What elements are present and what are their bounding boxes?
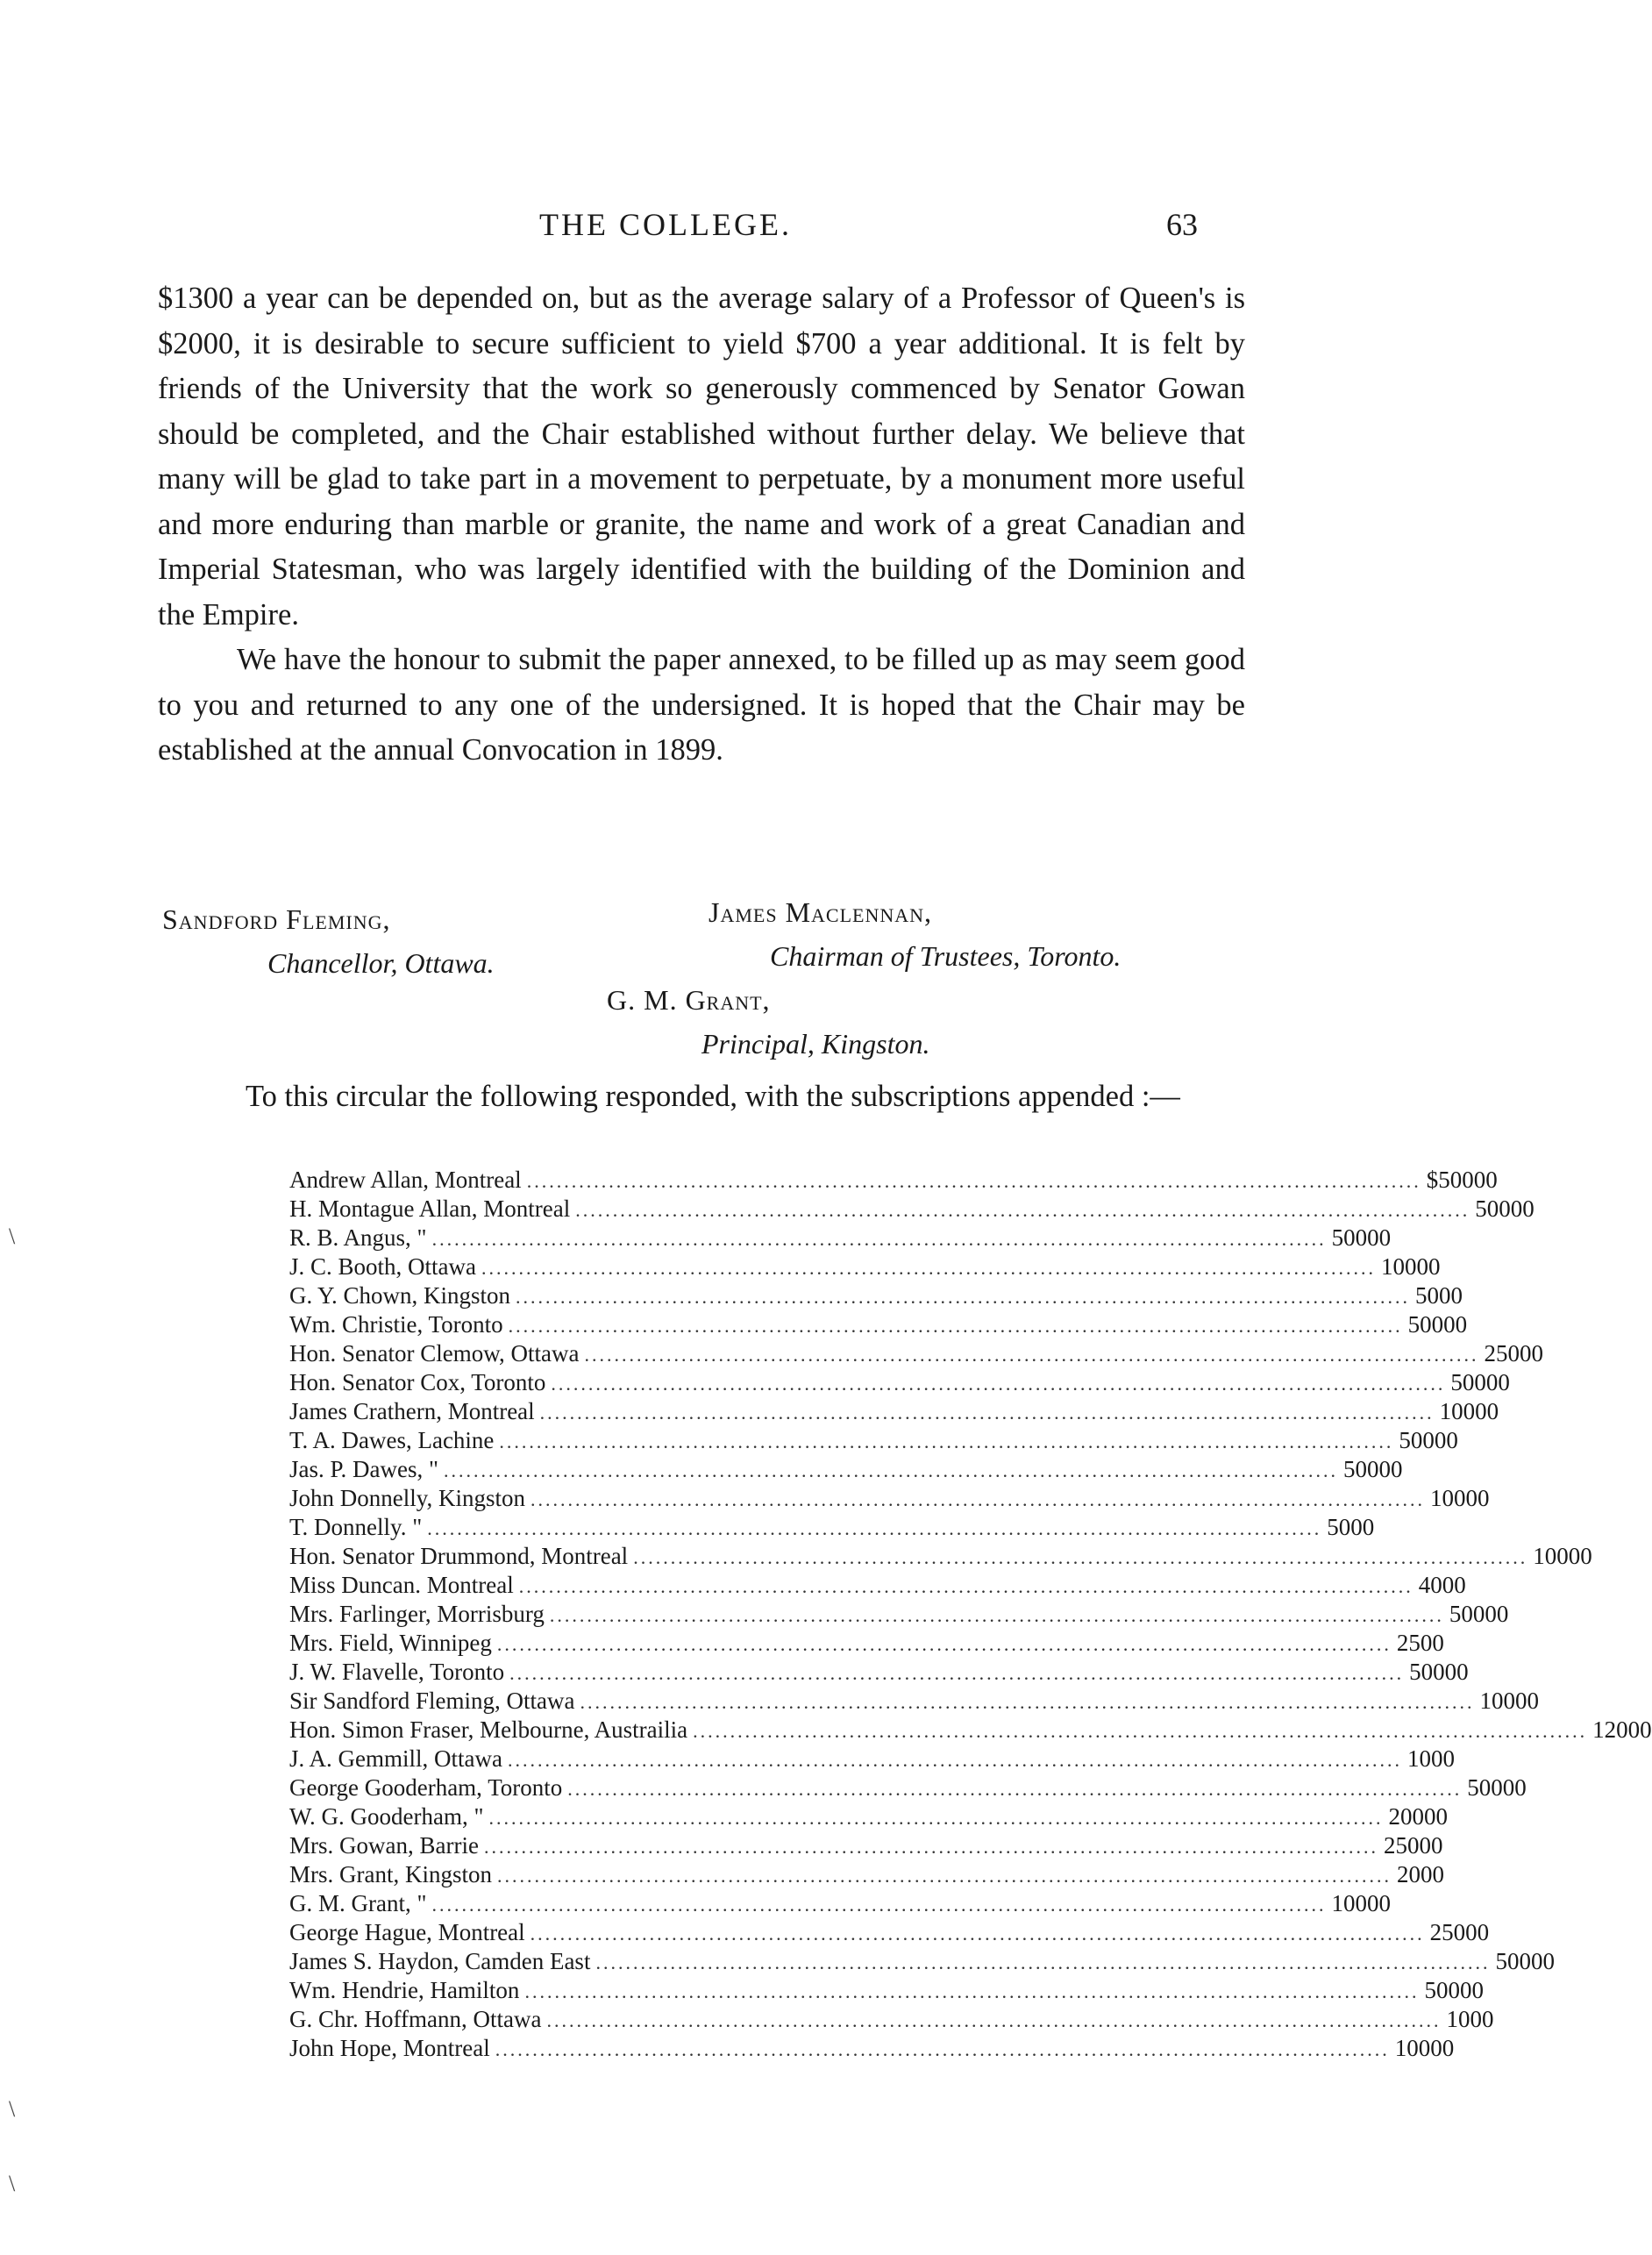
subscription-cents: 00 — [1473, 1167, 1498, 1193]
subscription-cents: 00 — [1627, 1716, 1652, 1743]
subscriber-name: Hon. Senator Drummond, Montreal — [289, 1543, 629, 1569]
subscription-amount: 500 — [1399, 1427, 1435, 1453]
subscription-cents: 00 — [1459, 1977, 1484, 2003]
signatory-name-maclennan: James Maclennan, — [709, 896, 933, 928]
margin-mark: \ — [9, 2171, 16, 2196]
leader-dots: ........................................................................................................................ — [507, 1749, 1402, 1771]
subscription-amount: 500 — [1438, 1167, 1474, 1193]
subscriber-name: Sir Sandford Fleming, Ottawa — [289, 1688, 575, 1714]
subscription-amount: 50 — [1327, 1514, 1351, 1540]
leader-dots: ........................................................................................................................ — [526, 1170, 1421, 1192]
leader-dots: ........................................................................................................................ — [497, 1865, 1392, 1887]
subscription-amount: 100 — [1331, 1890, 1368, 1916]
subscription-cents: 00 — [1420, 1630, 1444, 1656]
list-item — [289, 1427, 1458, 1456]
list-item — [289, 1601, 1509, 1630]
margin-mark: \ — [9, 1224, 16, 1249]
subscription-amount: 10 — [1446, 2006, 1470, 2032]
subscriber-name: T. Donnelly. " — [289, 1514, 423, 1540]
subscriber-name: R. B. Angus, " — [289, 1224, 427, 1251]
subscription-cents: 00 — [1465, 1919, 1490, 1945]
list-item — [289, 1890, 1392, 1919]
list-item — [289, 1311, 1468, 1340]
subscriber-name: J. C. Booth, Ottawa — [289, 1253, 476, 1280]
body-text — [158, 276, 1245, 774]
subscription-amount: 500 — [1343, 1456, 1379, 1482]
subscription-cents: 00 — [1568, 1543, 1592, 1569]
list-item — [289, 1803, 1448, 1832]
subscription-cents: 00 — [1439, 1282, 1463, 1309]
subscription-amount: 120 — [1592, 1716, 1628, 1743]
subscription-amount: 20 — [1397, 1861, 1421, 1887]
subscriber-name: Wm. Hendrie, Hamilton — [289, 1977, 520, 2003]
leader-dots: ........................................................................................................................ — [530, 1488, 1425, 1510]
subscription-cents: 00 — [1430, 2035, 1455, 2061]
leader-dots: ........................................................................................................................ — [567, 1778, 1463, 1800]
subscription-cents: 00 — [1434, 1427, 1458, 1453]
subscription-amount: 500 — [1450, 1369, 1486, 1395]
list-item — [289, 1948, 1555, 1977]
subscription-amount: 100 — [1394, 2035, 1431, 2061]
leader-dots: ........................................................................................................................ — [508, 1315, 1403, 1337]
subscriber-name: Hon. Senator Cox, Toronto — [289, 1369, 546, 1395]
subscriber-name: Hon. Simon Fraser, Melbourne, Austrailia — [289, 1716, 688, 1743]
list-item — [289, 1340, 1543, 1369]
subscription-cents: 00 — [1514, 1688, 1539, 1714]
subscription-amount: 500 — [1409, 1659, 1445, 1685]
leader-dots: ........................................................................................................................ — [546, 2009, 1442, 2031]
list-item — [289, 1774, 1527, 1803]
leader-dots: ........................................................................................................................ — [509, 1662, 1405, 1684]
list-item — [289, 1659, 1469, 1688]
signatory-title-fleming: Chancellor, Ottawa. — [267, 947, 495, 979]
list-item — [289, 1977, 1484, 2006]
list-item — [289, 1224, 1392, 1253]
leader-dots: ........................................................................................................................ — [516, 1286, 1411, 1308]
leader-dots: ........................................................................................................................ — [693, 1720, 1588, 1742]
subscription-amount: 250 — [1429, 1919, 1466, 1945]
list-item — [289, 2006, 1494, 2035]
subscription-amount: 250 — [1484, 1340, 1520, 1367]
subscriber-name: G. Chr. Hoffmann, Ottawa — [289, 2006, 542, 2032]
leader-dots: ........................................................................................................................ — [551, 1373, 1446, 1395]
leader-dots: ........................................................................................................................ — [499, 1431, 1394, 1452]
leader-dots: ........................................................................................................................ — [524, 1980, 1420, 2002]
leader-dots: ........................................................................................................................ — [481, 1257, 1376, 1279]
subscription-cents: 00 — [1510, 1195, 1535, 1222]
subscription-amount: 100 — [1533, 1543, 1569, 1569]
leader-dots: ........................................................................................................................ — [633, 1546, 1528, 1568]
leader-dots: ........................................................................................................................ — [431, 1894, 1327, 1916]
list-item — [289, 1253, 1441, 1282]
list-item — [289, 1630, 1444, 1659]
subscription-cents: 00 — [1485, 1601, 1509, 1627]
subscription-amount: 100 — [1381, 1253, 1417, 1280]
leader-dots: ........................................................................................................................ — [518, 1575, 1413, 1597]
leader-dots: ........................................................................................................................ — [575, 1199, 1470, 1221]
subscription-amount: 10 — [1406, 1745, 1431, 1772]
subscriber-name: Mrs. Farlinger, Morrisburg — [289, 1601, 545, 1627]
subscription-amount: 500 — [1424, 1977, 1460, 2003]
list-item — [289, 2035, 1455, 2064]
list-item — [289, 1195, 1535, 1224]
subscriber-name: G. Y. Chown, Kingston — [289, 1282, 511, 1309]
subscription-amount: 500 — [1449, 1601, 1485, 1627]
list-item — [289, 1572, 1466, 1601]
list-item — [289, 1167, 1498, 1195]
leader-dots: ........................................................................................................................ — [427, 1517, 1322, 1539]
subscription-cents: 00 — [1465, 1485, 1490, 1511]
subscription-list — [289, 1167, 1652, 2064]
leader-dots: ........................................................................................................................ — [539, 1402, 1435, 1424]
subscriber-name: James Crathern, Montreal — [289, 1398, 535, 1424]
subscription-amount: 200 — [1388, 1803, 1424, 1830]
subscription-amount: 500 — [1467, 1774, 1503, 1801]
list-item — [289, 1456, 1403, 1485]
subscription-cents: 00 — [1444, 1659, 1469, 1685]
subscription-amount: 100 — [1430, 1485, 1466, 1511]
subscriber-name: John Donnelly, Kingston — [289, 1485, 525, 1511]
subscription-cents: 00 — [1430, 1745, 1455, 1772]
subscription-cents: 00 — [1485, 1369, 1510, 1395]
list-item — [289, 1485, 1490, 1514]
running-title: THE COLLEGE. — [539, 207, 792, 242]
subscriber-name: Miss Duncan. Montreal — [289, 1572, 514, 1598]
list-item — [289, 1398, 1499, 1427]
subscription-cents: 00 — [1442, 1572, 1466, 1598]
subscriber-name: John Hope, Montreal — [289, 2035, 490, 2061]
intro-paragraph: To this circular the following responded, with the subscriptions appended :— — [246, 1080, 1180, 1113]
subscriber-name: George Hague, Montreal — [289, 1919, 525, 1945]
subscriber-name: T. A. Dawes, Lachine — [289, 1427, 495, 1453]
list-item — [289, 1745, 1455, 1774]
signatory-title-maclennan: Chairman of Trustees, Toronto. — [770, 940, 1122, 972]
subscription-cents: 00 — [1519, 1340, 1543, 1367]
signatory-name-grant: G. M. Grant, — [607, 984, 771, 1016]
list-item — [289, 1282, 1463, 1311]
subscriber-name: W. G. Gooderham, " — [289, 1803, 484, 1830]
leader-dots: ........................................................................................................................ — [495, 2038, 1390, 2060]
leader-dots: ........................................................................................................................ — [431, 1228, 1327, 1250]
subscription-cents: 00 — [1470, 2006, 1494, 2032]
paragraph-1: $1300 a year can be depended on, but as the average salary of a Professor of Queen's is $2000, it is desirable to secure sufficient to yield $700 a year additional. It is felt by friends of the University that the work so generously commenced by Senator Gowan should be completed, and the Chair established without further delay. We believe that many will be glad to take part in a movement to perpetuate, by a monument more useful and more enduring than marble or granite, the name and work of a great Canadian and Imperial Statesman, who was largely identified with the building of the Dominion and the Empire. — [158, 282, 1245, 632]
subscription-amount: 500 — [1407, 1311, 1444, 1338]
subscription-cents: 00 — [1419, 1832, 1443, 1859]
leader-dots: ........................................................................................................................ — [530, 1923, 1425, 1945]
subscriber-name: G. M. Grant, " — [289, 1890, 427, 1916]
running-head — [0, 206, 1466, 250]
leader-dots: ........................................................................................................................ — [488, 1807, 1384, 1829]
subscriber-name: J. A. Gemmill, Ottawa — [289, 1745, 502, 1772]
subscription-amount: 50 — [1415, 1282, 1440, 1309]
list-item — [289, 1832, 1443, 1861]
leader-dots: ........................................................................................................................ — [595, 1952, 1491, 1973]
leader-dots: ........................................................................................................................ — [584, 1344, 1479, 1366]
signatory-name-fleming: Sandford Fleming, — [162, 903, 391, 935]
subscription-amount: 40 — [1418, 1572, 1442, 1598]
subscription-cents: 00 — [1367, 1890, 1392, 1916]
subscription-cents: 00 — [1416, 1253, 1441, 1280]
subscription-amount: 500 — [1475, 1195, 1511, 1222]
subscription-amount: 500 — [1331, 1224, 1368, 1251]
subscription-cents: 00 — [1475, 1398, 1499, 1424]
subscription-amount: 100 — [1439, 1398, 1476, 1424]
leader-dots: ........................................................................................................................ — [580, 1691, 1475, 1713]
list-item — [289, 1919, 1490, 1948]
subscription-cents: 00 — [1423, 1803, 1448, 1830]
dollar-sign: $ — [1426, 1167, 1439, 1193]
subscriber-name: Jas. P. Dawes, " — [289, 1456, 439, 1482]
list-item — [289, 1861, 1444, 1890]
list-item — [289, 1369, 1510, 1398]
subscription-cents: 00 — [1443, 1311, 1468, 1338]
subscription-cents: 00 — [1530, 1948, 1555, 1974]
leader-dots: ........................................................................................................................ — [483, 1836, 1378, 1858]
list-item — [289, 1543, 1592, 1572]
subscription-cents: 00 — [1421, 1861, 1444, 1887]
subscriber-name: J. W. Flavelle, Toronto — [289, 1659, 505, 1685]
subscriber-name: Mrs. Field, Winnipeg — [289, 1630, 492, 1656]
margin-mark: \ — [9, 2096, 16, 2122]
subscription-cents: 00 — [1350, 1514, 1375, 1540]
subscriber-name: Wm. Christie, Toronto — [289, 1311, 503, 1338]
subscription-cents: 00 — [1378, 1456, 1403, 1482]
subscription-amount: 250 — [1383, 1832, 1420, 1859]
subscriber-name: Hon. Senator Clemow, Ottawa — [289, 1340, 580, 1367]
page-number: 63 — [1166, 207, 1198, 242]
list-item — [289, 1716, 1652, 1745]
subscription-amount: 100 — [1479, 1688, 1515, 1714]
paragraph-2: We have the honour to submit the paper annexed, to be filled up as may seem good to you and returned to any one of the undersigned. It is hoped that the Chair may be established at the annual Convocation in 1899. — [158, 643, 1245, 767]
signatory-title-grant: Principal, Kingston. — [701, 1028, 930, 1060]
subscription-cents: 00 — [1502, 1774, 1527, 1801]
subscriber-name: Mrs. Grant, Kingston — [289, 1861, 492, 1887]
subscriber-name: George Gooderham, Toronto — [289, 1774, 563, 1801]
subscriber-name: James S. Haydon, Camden East — [289, 1948, 591, 1974]
leader-dots: ........................................................................................................................ — [496, 1633, 1392, 1655]
leader-dots: ........................................................................................................................ — [444, 1459, 1339, 1481]
subscription-cents: 00 — [1367, 1224, 1392, 1251]
subscriber-name: Mrs. Gowan, Barrie — [289, 1832, 479, 1859]
list-item — [289, 1514, 1375, 1543]
subscriber-name: H. Montague Allan, Montreal — [289, 1195, 571, 1222]
leader-dots: ........................................................................................................................ — [549, 1604, 1444, 1626]
subscriber-name: Andrew Allan, Montreal — [289, 1167, 522, 1193]
subscription-amount: 25 — [1396, 1630, 1421, 1656]
list-item — [289, 1688, 1539, 1716]
subscription-amount: 500 — [1495, 1948, 1531, 1974]
